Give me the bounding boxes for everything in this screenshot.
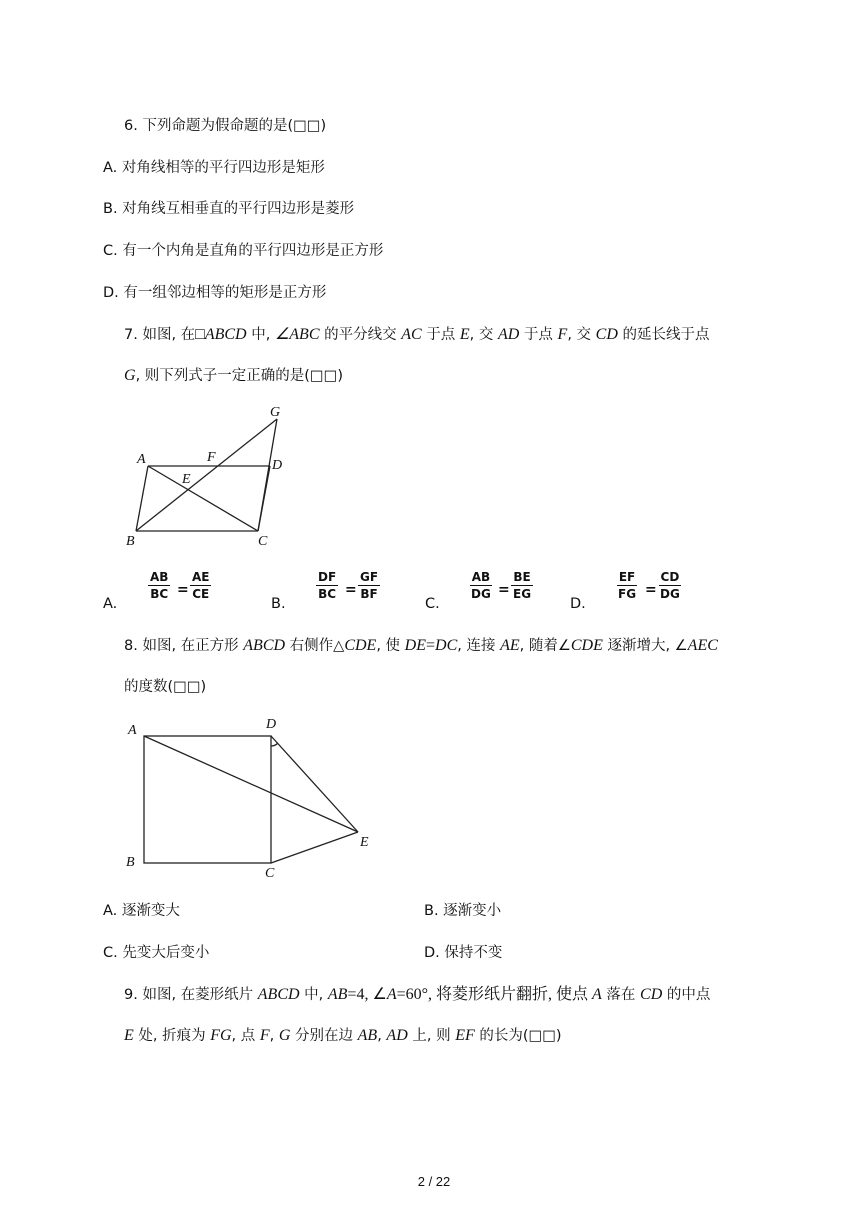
q7-stem-line1 [124, 325, 710, 345]
q8-text: 逐渐增大, ∠ [602, 638, 688, 654]
q7-stem-line2 [124, 366, 343, 386]
q8-label-b: B [126, 855, 135, 870]
q7-label-a: A [137, 452, 146, 467]
q7-math: AC [401, 326, 422, 343]
q7-text: , 交 [567, 327, 596, 343]
q7-option-d-frac2 [658, 570, 682, 601]
q7-math: □ABCD [195, 326, 247, 343]
q9-text: 处, 折痕为 [133, 1028, 211, 1044]
q9-text: 中, [299, 987, 328, 1003]
q7-text: 的平分线交 [319, 327, 402, 343]
q9-text: , [377, 1028, 387, 1044]
equals-sign: = [645, 582, 657, 598]
numerator: AB [150, 570, 169, 584]
denominator: BC [318, 587, 337, 601]
q8-math: CDE [344, 637, 377, 654]
q9-text: 落在 [601, 987, 641, 1003]
numerator: AE [192, 570, 210, 584]
q7-option-d-frac1 [616, 570, 638, 601]
q6-option-c: C. 有一个内角是直角的平行四边形是正方形 [103, 243, 384, 259]
q9-math: AD [386, 1027, 408, 1044]
q7-text: 的延长线于点 [617, 327, 710, 343]
q9-text: 分别在边 [290, 1028, 358, 1044]
q7-option-a-frac2 [190, 570, 211, 601]
denominator: DG [660, 587, 680, 601]
q7-option-b-letter: B. [271, 596, 286, 612]
q8-math: ABCD [243, 637, 286, 654]
q8-stem-line1 [124, 636, 718, 656]
q9-math: ABCD [257, 986, 300, 1003]
q9-math: EF [455, 1027, 475, 1044]
denominator: FG [618, 587, 637, 601]
q7-option-b-frac1 [316, 570, 338, 601]
q9-math: AB [357, 1027, 378, 1044]
q9-math: AB [327, 986, 348, 1003]
q7-label-c: C [258, 534, 268, 549]
q7-option-c-frac2 [511, 570, 533, 601]
numerator: GF [360, 570, 379, 584]
q6-option-b: B. 对角线互相垂直的平行四边形是菱形 [103, 201, 355, 217]
q7-option-d-letter: D. [570, 596, 586, 612]
q6-option-a: A. 对角线相等的平行四边形是矩形 [103, 160, 325, 176]
q7-math: AD [498, 326, 520, 343]
q7-label-d: D [272, 458, 283, 473]
q7-option-c-frac1 [469, 570, 493, 601]
q7-math: G [124, 367, 136, 384]
q8-text: = [425, 637, 436, 654]
q9-stem-line2 [124, 1026, 562, 1046]
q9-text: 的长为(□□) [474, 1028, 562, 1044]
q8-option-a: A. 逐渐变大 [103, 903, 180, 919]
q7-label-b: B [126, 534, 135, 549]
q7-text: 中, [246, 327, 275, 343]
q9-math: CD [640, 986, 663, 1003]
denominator: DG [471, 587, 491, 601]
q8-label-a: A [128, 723, 137, 738]
q7-text: 7. 如图, 在 [124, 327, 196, 343]
equals-sign: = [345, 582, 357, 598]
q8-text: , 随着∠ [519, 638, 571, 654]
q8-figure [120, 712, 380, 882]
q8-option-d: D. 保持不变 [424, 945, 503, 961]
q7-math: ∠ABC [274, 326, 320, 343]
denominator: CE [192, 587, 210, 601]
equals-sign: = [498, 582, 510, 598]
denominator: BF [360, 587, 378, 601]
q9-math: A [592, 986, 602, 1003]
q9-text: =4, ∠ [347, 986, 387, 1003]
numerator: AB [471, 570, 491, 584]
page-number: 2 / 22 [417, 1174, 451, 1189]
numerator: EF [618, 570, 636, 584]
q6-stem: 6. 下列命题为假命题的是(□□) [124, 118, 327, 134]
denominator: EG [513, 587, 532, 601]
q8-option-b: B. 逐渐变小 [424, 903, 502, 919]
q7-text: 于点 [519, 327, 558, 343]
q8-math: AEC [687, 637, 718, 654]
q8-math: CDE [570, 637, 603, 654]
q7-math: CD [595, 326, 618, 343]
q9-text: , [269, 1028, 279, 1044]
q7-text: , 交 [469, 327, 498, 343]
q8-text: , 连接 [457, 638, 501, 654]
q7-option-a-letter: A. [103, 596, 118, 612]
numerator: CD [660, 570, 680, 584]
q7-math: F [557, 326, 568, 343]
q6-option-d: D. 有一组邻边相等的矩形是正方形 [103, 285, 327, 301]
q9-text: 上, 则 [407, 1028, 456, 1044]
q9-math: A [386, 986, 397, 1003]
q8-math: DE [404, 637, 426, 654]
q8-label-e: E [360, 835, 369, 850]
q8-text: 8. 如图, 在正方形 [124, 638, 244, 654]
q9-math: G [278, 1027, 291, 1044]
q9-text: , 点 [231, 1028, 260, 1044]
q8-stem-line2: 的度数(□□) [124, 679, 207, 695]
numerator: BE [513, 570, 531, 584]
q7-label-g: G [270, 405, 281, 420]
q7-option-b-frac2 [358, 570, 380, 601]
q8-text: 右侧作△ [285, 638, 345, 654]
q9-text: 的中点 [662, 987, 711, 1003]
q7-label-f: F [207, 450, 216, 465]
q8-text: , 使 [376, 638, 405, 654]
equals-sign: = [177, 582, 189, 598]
q9-math: E [124, 1027, 134, 1044]
q8-label-d: D [266, 717, 277, 732]
q7-option-a-frac1 [148, 570, 170, 601]
q7-text: 于点 [421, 327, 460, 343]
q9-math: F [259, 1027, 270, 1044]
q9-stem-line1 [124, 985, 710, 1005]
q7-math: E [459, 326, 470, 343]
q8-label-c: C [265, 866, 275, 881]
q8-math: DC [435, 637, 458, 654]
q7-text: , 则下列式子一定正确的是(□□) [135, 368, 343, 384]
q8-math: AE [500, 637, 520, 654]
q7-option-c-letter: C. [425, 596, 440, 612]
denominator: BC [150, 587, 169, 601]
q9-math: FG [210, 1027, 232, 1044]
q8-option-c: C. 先变大后变小 [103, 945, 210, 961]
numerator: DF [318, 570, 337, 584]
q7-label-e: E [182, 472, 191, 487]
q7-figure [120, 400, 300, 550]
q9-text: =60°, 将菱形纸片翻折, 使点 [396, 986, 593, 1003]
q9-text: 9. 如图, 在菱形纸片 [124, 987, 258, 1003]
